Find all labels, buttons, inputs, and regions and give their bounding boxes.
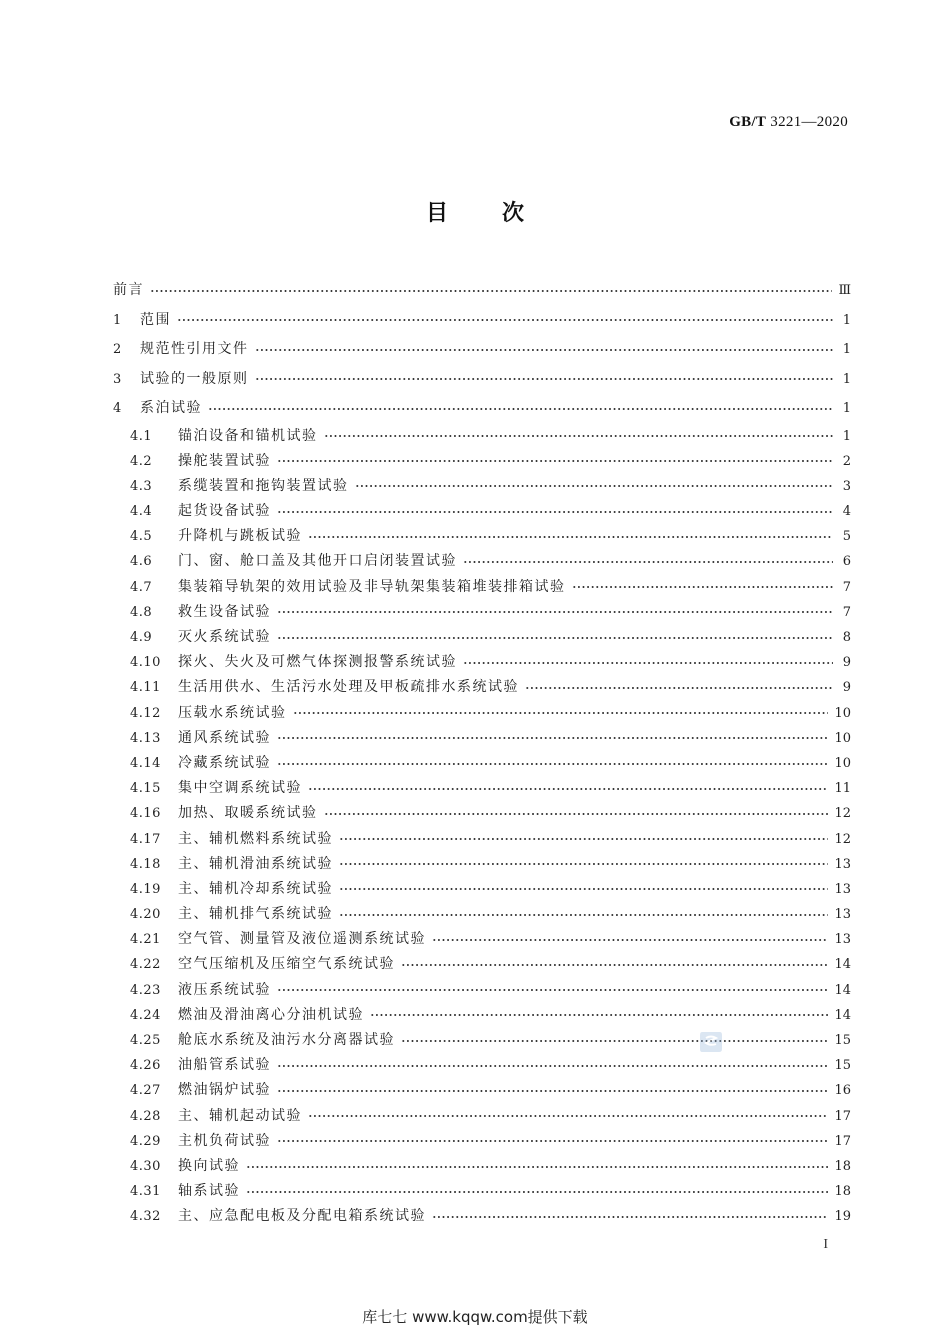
toc-entry-page: 7 [842, 579, 851, 595]
toc-entry[interactable] [113, 524, 851, 549]
toc-entry-label: 燃油及滑油离心分油机试验 [178, 1006, 364, 1023]
toc-entry-number: 4.22 [130, 957, 161, 973]
toc-entry-label: 救生设备试验 [178, 603, 271, 620]
toc-dot-leader [308, 1111, 828, 1121]
toc-entry-page: 13 [834, 881, 851, 897]
toc-entry-page: 15 [834, 1058, 851, 1074]
toc-entry-number: 4.6 [130, 554, 153, 570]
toc-dot-leader [208, 404, 833, 414]
toc-entry-page: 13 [834, 907, 851, 923]
toc-dot-leader [277, 507, 833, 517]
toc-entry-label: 主、辅机起动试验 [178, 1107, 302, 1124]
toc-dot-leader [572, 582, 834, 592]
toc-entry-page: 5 [842, 529, 851, 545]
toc-entry-label: 轴系试验 [178, 1183, 240, 1200]
toc-dot-leader [277, 607, 833, 617]
table-of-contents [113, 276, 851, 1230]
toc-entry-number: 4.27 [130, 1083, 161, 1099]
toc-entry-page: 10 [834, 705, 851, 721]
toc-entry[interactable] [113, 1003, 851, 1028]
toc-dot-leader [339, 834, 828, 844]
toc-entry-number: 4.21 [130, 932, 161, 948]
toc-entry-label: 系泊试验 [140, 400, 202, 416]
toc-entry-label: 起货设备试验 [178, 503, 271, 520]
toc-entry-label: 舱底水系统及油污水分离器试验 [178, 1032, 395, 1048]
toc-entry[interactable] [113, 575, 851, 600]
toc-entry[interactable] [113, 365, 851, 395]
toc-entry-number: 4.7 [130, 579, 153, 595]
toc-entry-page: Ⅲ [838, 283, 851, 298]
toc-dot-leader [277, 456, 833, 466]
toc-entry[interactable] [113, 1204, 851, 1229]
toc-dot-leader [308, 784, 828, 794]
toc-entry-number: 4.29 [130, 1133, 161, 1149]
toc-dot-leader [255, 345, 834, 355]
toc-entry-number: 4.10 [130, 655, 161, 671]
toc-entry-label: 主、辅机排气系统试验 [178, 906, 333, 923]
toc-entry-label: 燃油锅炉试验 [178, 1082, 271, 1099]
toc-entry[interactable] [113, 650, 851, 675]
toc-entry[interactable] [113, 1104, 851, 1129]
toc-entry[interactable] [113, 902, 851, 927]
toc-entry-label: 试验的一般原则 [140, 370, 249, 387]
toc-entry-number: 4.4 [130, 504, 153, 520]
toc-entry-label: 主、应急配电板及分配电箱系统试验 [178, 1208, 426, 1225]
toc-dot-leader [277, 1061, 828, 1071]
toc-entry-page: 17 [834, 1108, 851, 1124]
toc-entry[interactable] [113, 306, 851, 336]
toc-entry-number: 4.1 [130, 428, 153, 444]
toc-dot-leader [370, 1010, 828, 1020]
toc-entry-label: 油船管系试验 [178, 1057, 271, 1074]
toc-entry[interactable] [113, 1053, 851, 1078]
toc-entry-number: 4.13 [130, 730, 161, 746]
toc-entry-page: 17 [834, 1133, 851, 1149]
toc-entry-page: 13 [834, 932, 851, 948]
toc-entry-number: 4.19 [130, 881, 161, 897]
toc-entry-page: 19 [834, 1209, 851, 1225]
download-credit: 库七七 www.kqqw.com提供下载 [362, 1308, 588, 1326]
toc-entry-number: 4 [113, 401, 122, 416]
toc-entry-page: 9 [842, 680, 851, 696]
toc-entry-page: 18 [834, 1158, 851, 1174]
toc-dot-leader [277, 985, 828, 995]
toc-dot-leader [324, 809, 829, 819]
toc-dot-leader [463, 557, 833, 567]
toc-entry[interactable] [113, 1028, 851, 1053]
toc-entry[interactable] [113, 978, 851, 1003]
toc-entry-label: 生活用供水、生活污水处理及甲板疏排水系统试验 [178, 679, 519, 696]
toc-entry-page: 9 [842, 655, 851, 671]
toc-title: 目次 [425, 200, 578, 226]
toc-entry-number: 4.18 [130, 856, 161, 872]
toc-dot-leader [277, 1086, 828, 1096]
watermark-logo-icon [698, 1029, 724, 1055]
toc-entry-number: 4.16 [130, 806, 161, 822]
toc-entry[interactable] [113, 877, 851, 902]
toc-entry[interactable] [113, 952, 851, 977]
toc-entry-label: 主、辅机冷却系统试验 [178, 880, 333, 897]
toc-entry[interactable] [113, 600, 851, 625]
toc-entry-page: 2 [842, 453, 851, 469]
toc-dot-leader [355, 481, 834, 491]
toc-entry-number: 4.14 [130, 755, 161, 771]
toc-entry-label: 门、窗、舱口盖及其他开口启闭装置试验 [178, 553, 457, 570]
toc-entry-label: 压载水系统试验 [178, 704, 287, 721]
toc-entry[interactable] [113, 1179, 851, 1204]
toc-entry-label: 升降机与跳板试验 [178, 528, 302, 545]
toc-entry-page: 4 [842, 504, 851, 520]
toc-entry-number: 4.32 [130, 1209, 161, 1225]
toc-entry-number: 4.26 [130, 1058, 161, 1074]
toc-entry-number: 4.5 [130, 529, 153, 545]
toc-entry-page: 13 [834, 856, 851, 872]
toc-entry-label: 主机负荷试验 [178, 1132, 271, 1149]
toc-entry-number: 4.24 [130, 1007, 161, 1023]
toc-entry[interactable] [113, 1129, 851, 1154]
toc-entry[interactable] [113, 852, 851, 877]
page-number: I [823, 1237, 828, 1252]
toc-entry-label: 集中空调系统试验 [178, 780, 302, 797]
toc-entry[interactable] [113, 827, 851, 852]
toc-entry-label: 冷藏系统试验 [178, 754, 271, 771]
toc-dot-leader [255, 374, 834, 384]
toc-entry-number: 3 [113, 371, 122, 387]
toc-entry-page: 1 [842, 342, 851, 357]
toc-entry-label: 加热、取暖系统试验 [178, 805, 318, 822]
toc-entry[interactable] [113, 701, 851, 726]
toc-entry-page: 3 [842, 478, 851, 494]
toc-dot-leader [339, 859, 828, 869]
toc-dot-leader [324, 431, 834, 441]
toc-entry-number: 4.23 [130, 982, 161, 998]
toc-entry-page: 12 [834, 831, 851, 847]
toc-entry-number: 4.30 [130, 1158, 161, 1174]
toc-entry-page: 14 [834, 957, 851, 973]
toc-entry-page: 10 [834, 755, 851, 771]
standard-code-prefix: GB/T [729, 114, 767, 130]
toc-entry-label: 锚泊设备和锚机试验 [178, 427, 318, 444]
toc-dot-leader [293, 708, 829, 718]
toc-dot-leader [401, 1036, 828, 1046]
toc-entry-page: 15 [834, 1033, 851, 1048]
toc-entry-label: 操舵装置试验 [178, 452, 271, 469]
toc-entry[interactable] [113, 726, 851, 751]
toc-entry-label: 主、辅机燃料系统试验 [178, 830, 333, 847]
toc-entry-label: 通风系统试验 [178, 729, 271, 746]
toc-entry-label: 系缆装置和拖钩装置试验 [178, 477, 349, 494]
toc-entry[interactable] [113, 549, 851, 574]
toc-dot-leader [150, 286, 832, 296]
toc-entry-number: 4.17 [130, 831, 161, 847]
toc-entry-number: 4.12 [130, 705, 161, 721]
toc-entry-number: 4.3 [130, 478, 153, 494]
toc-entry-label: 液压系统试验 [178, 981, 271, 998]
toc-entry-page: 1 [842, 428, 851, 444]
toc-entry-number: 4.25 [130, 1033, 161, 1048]
toc-entry[interactable] [113, 1078, 851, 1103]
toc-entry-page: 1 [842, 371, 851, 387]
toc-dot-leader [432, 1212, 828, 1222]
toc-entry-page: 18 [834, 1184, 851, 1200]
toc-entry-number: 4.8 [130, 604, 153, 620]
toc-entry-label: 主、辅机滑油系统试验 [178, 855, 333, 872]
toc-entry-page: 16 [834, 1083, 851, 1099]
toc-dot-leader [246, 1187, 828, 1197]
toc-entry-number: 4.31 [130, 1184, 161, 1200]
toc-entry-label: 灭火系统试验 [178, 629, 271, 645]
toc-entry-page: 6 [842, 554, 851, 570]
toc-entry-page: 1 [842, 312, 851, 328]
toc-entry-page: 7 [842, 604, 851, 620]
toc-dot-leader [308, 532, 833, 542]
toc-entry[interactable] [113, 394, 851, 424]
toc-entry[interactable] [113, 335, 851, 365]
toc-dot-leader [525, 683, 833, 693]
toc-entry-number: 2 [113, 342, 122, 357]
toc-entry[interactable] [113, 1154, 851, 1179]
toc-entry-page: 14 [834, 982, 851, 998]
toc-entry[interactable] [113, 276, 851, 306]
toc-dot-leader [177, 315, 833, 325]
toc-entry-label: 规范性引用文件 [140, 341, 249, 357]
standard-code [729, 114, 848, 131]
toc-entry[interactable] [113, 675, 851, 700]
toc-dot-leader [277, 759, 828, 769]
toc-entry[interactable] [113, 499, 851, 524]
toc-entry-label: 换向试验 [178, 1157, 240, 1174]
toc-dot-leader [277, 1136, 828, 1146]
toc-entry-number: 4.20 [130, 907, 161, 923]
toc-entry-label: 探火、失火及可燃气体探测报警系统试验 [178, 654, 457, 671]
standard-code-number: 3221—2020 [770, 114, 848, 130]
toc-entry-number: 4.28 [130, 1108, 161, 1124]
toc-entry-number: 4.15 [130, 781, 161, 797]
toc-entry-label: 集装箱导轨架的效用试验及非导轨架集装箱堆装排箱试验 [178, 578, 566, 595]
toc-dot-leader [432, 935, 828, 945]
toc-entry-page: 14 [834, 1007, 851, 1023]
toc-dot-leader [277, 633, 833, 643]
toc-entry[interactable] [113, 625, 851, 650]
toc-dot-leader [339, 910, 828, 920]
toc-entry-label: 空气压缩机及压缩空气系统试验 [178, 956, 395, 973]
toc-entry[interactable] [113, 927, 851, 952]
toc-entry-number: 1 [113, 312, 122, 328]
toc-entry-label: 范围 [140, 311, 171, 328]
toc-dot-leader [277, 733, 828, 743]
toc-entry[interactable] [113, 776, 851, 801]
toc-entry[interactable] [113, 474, 851, 499]
toc-entry[interactable] [113, 449, 851, 474]
toc-entry-page: 10 [834, 730, 851, 746]
toc-entry-label: 空气管、测量管及液位遥测系统试验 [178, 931, 426, 948]
toc-entry[interactable] [113, 751, 851, 776]
toc-entry[interactable] [113, 801, 851, 826]
toc-entry-number: 4.9 [130, 630, 153, 645]
toc-entry-number: 4.11 [130, 680, 161, 696]
toc-entry-page: 8 [842, 630, 851, 645]
toc-dot-leader [339, 884, 828, 894]
toc-dot-leader [401, 960, 828, 970]
toc-entry-page: 12 [834, 806, 851, 822]
toc-dot-leader [246, 1162, 828, 1172]
toc-dot-leader [463, 658, 833, 668]
toc-entry-page: 1 [842, 401, 851, 416]
toc-entry-number: 4.2 [130, 453, 153, 469]
toc-entry[interactable] [113, 424, 851, 449]
toc-entry-page: 11 [834, 781, 851, 797]
toc-entry-label: 前言 [113, 282, 144, 298]
